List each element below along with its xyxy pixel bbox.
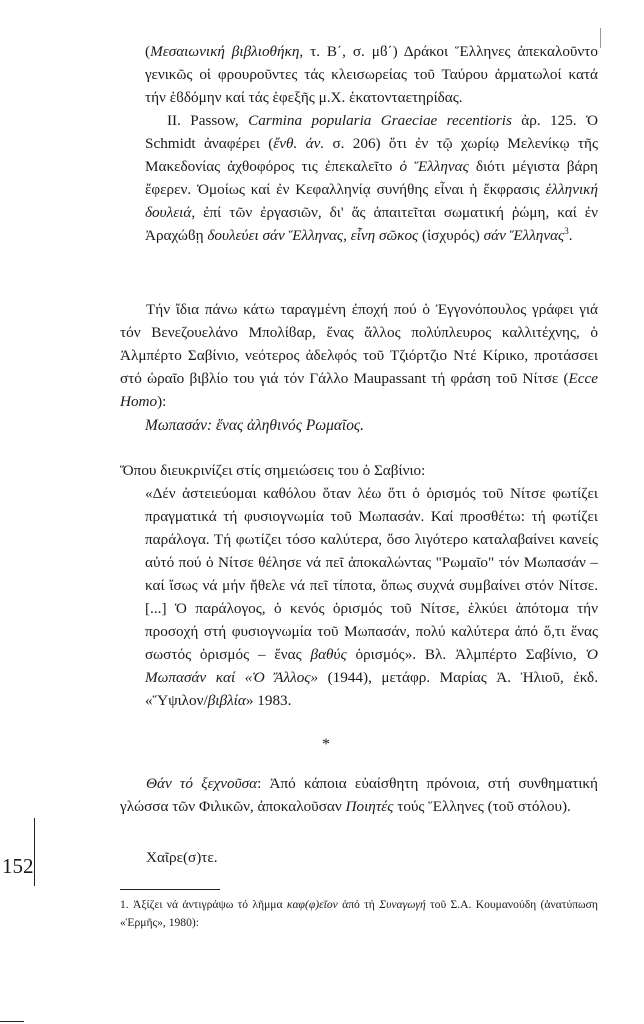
margin-mark xyxy=(600,28,601,48)
quote-paragraph-2: ΙΙ. Passow, Carmina popularia Graeciae recentioris ἀρ. 125. Ὁ Schmidt ἀναφέρει (ἔνθ. ἀν. σ. 206) ὅτι ἐν τῷ χωρίῳ Μελενίκῳ τῆς Μακεδονίας ἀχθοφόρος τις ἐπεκαλεῖτο ὁ Ἕλληνας διότι μέγιστα βάρη ἔφερεν. Ὁμοίως καί ἐν Κεφαλληνίᾳ συνήθης εἶναι ἡ ἔκφρασις ἑλληνική δουλειά, ἐπί τῶν ἐργασιῶν, δι' ἅς ἀπαιτεῖται σωματική ῥώμη, καί ἐν Ἀραχώϐῃ δουλεύει σάν Ἕλληνας, εἶνη σῶκος (ἰσχυρός) σάν Ἕλληνας$^3$. xyxy=(145,112,598,244)
sign-off: Χαῖρε(σ)τε. xyxy=(146,849,218,866)
section-break-asterisk: * xyxy=(322,736,330,753)
footnote: 1. Ἀξίζει νά ἀντιγράψω τό λῆμμα καφ(φ)εῖον ἀπό τή Συναγωγή τοῦ Σ.Α. Κουμανούδη (ἀνατύπωση «Ἑρμῆς», 1980): xyxy=(120,898,598,929)
body-paragraph-notes-intro: Ὅπου διευκρινίζει στίς σημειώσεις του ὁ Σαβίνιο: xyxy=(120,462,426,479)
body-paragraph-closing: Θάν τό ξεχνοῦσα: Ἀπό κάποια εὐαίσθητη πρόνοια, στή συνθηματική γλώσσα τῶν Φιλικῶν, ἀποκαλοῦσαν Ποιητές τούς Ἕλληνες (τοῦ στόλου). xyxy=(120,775,599,815)
footnote-rule xyxy=(120,889,220,890)
margin-rule xyxy=(34,818,35,886)
quote-paragraph-1: (Μεσαιωνική βιβλιοθήκη, τ. Β΄, σ. μϐ΄) Δράκοι Ἕλληνες ἀπεκαλοῦντο γενικῶς οἱ φρουροῦντες τάς κλεισωρείας τοῦ Ταύρου ἁρματωλοί κατά τήν ἑϐδόμην καί τάς ἑφεξῆς μ.Χ. ἑκατονταετηρίδας. xyxy=(145,43,598,106)
epigraph-quote: Μωπασάν: ἕνας ἀληθινός Ρωμαῖος. xyxy=(145,417,364,434)
body-paragraph-savinio: Τήν ἴδια πάνω κάτω ταραγμένη ἐποχή πού ὁ Ἐγγονόπουλος γράφει γιά τόν Βενεζουελάνο Μπολίϐαρ, ἕνας ἄλλος πολύπλευρος καλλιτέχνης, ὁ Ἀλμπέρτο Σαβίνιο, νεότερος ἀδελφός τοῦ Τζιόρτζιο Ντέ Κίρικο, προτάσσει στό ὡραῖο βιβλίο του γιά τόν Γάλλο Maupassant τή φράση τοῦ Νίτσε (Ecce Homo): xyxy=(120,301,598,410)
block-quote: «Δέν ἀστειεύομαι καθόλου ὅταν λέω ὅτι ὁ ὁρισμός τοῦ Νίτσε φωτίζει πραγματικά τή φυσιογνωμία τοῦ Μωπασάν. Καί προσθέτω: τή φωτίζει παράλογα. Τή φωτίζει τόσο καλύτερα, ὅσο λιγότερο καταλαβαίνει κανείς αὐτό πού ὁ Νίτσε θέλησε νά πεῖ ἀποκαλώντας "Ρωμαῖο" τόν Μωπασάν – καί ἴσως νά μήν ἤθελε νά πεῖ τίποτα, ὅπως συχνά συμβαίνει στόν Νίτσε. [...] Ὁ παράλογος, ὁ κενός ὁρισμός τοῦ Νίτσε, ἑλκύει ἀπότομα τήν προσοχή στή φυσιογνωμία τοῦ Μωπασάν, πολύ καλύτερα ἀπό ὅ,τι ἕνας σωστός ὁρισμός – ἕνας βαθύς ὁρισμός». Βλ. Ἀλμπέρτο Σαβίνιο, Ὁ Μωπασάν καί «Ὁ Ἄλλος» (1944), μετάφρ. Μαρίας Ἀ. Ἠλιοῦ, ἐκδ. «Ὕψιλον/βιβλία» 1983. xyxy=(145,485,598,709)
quote-continuation xyxy=(145,40,598,247)
bottom-edge-rule xyxy=(0,1021,24,1022)
page-number: 152 xyxy=(2,854,34,878)
